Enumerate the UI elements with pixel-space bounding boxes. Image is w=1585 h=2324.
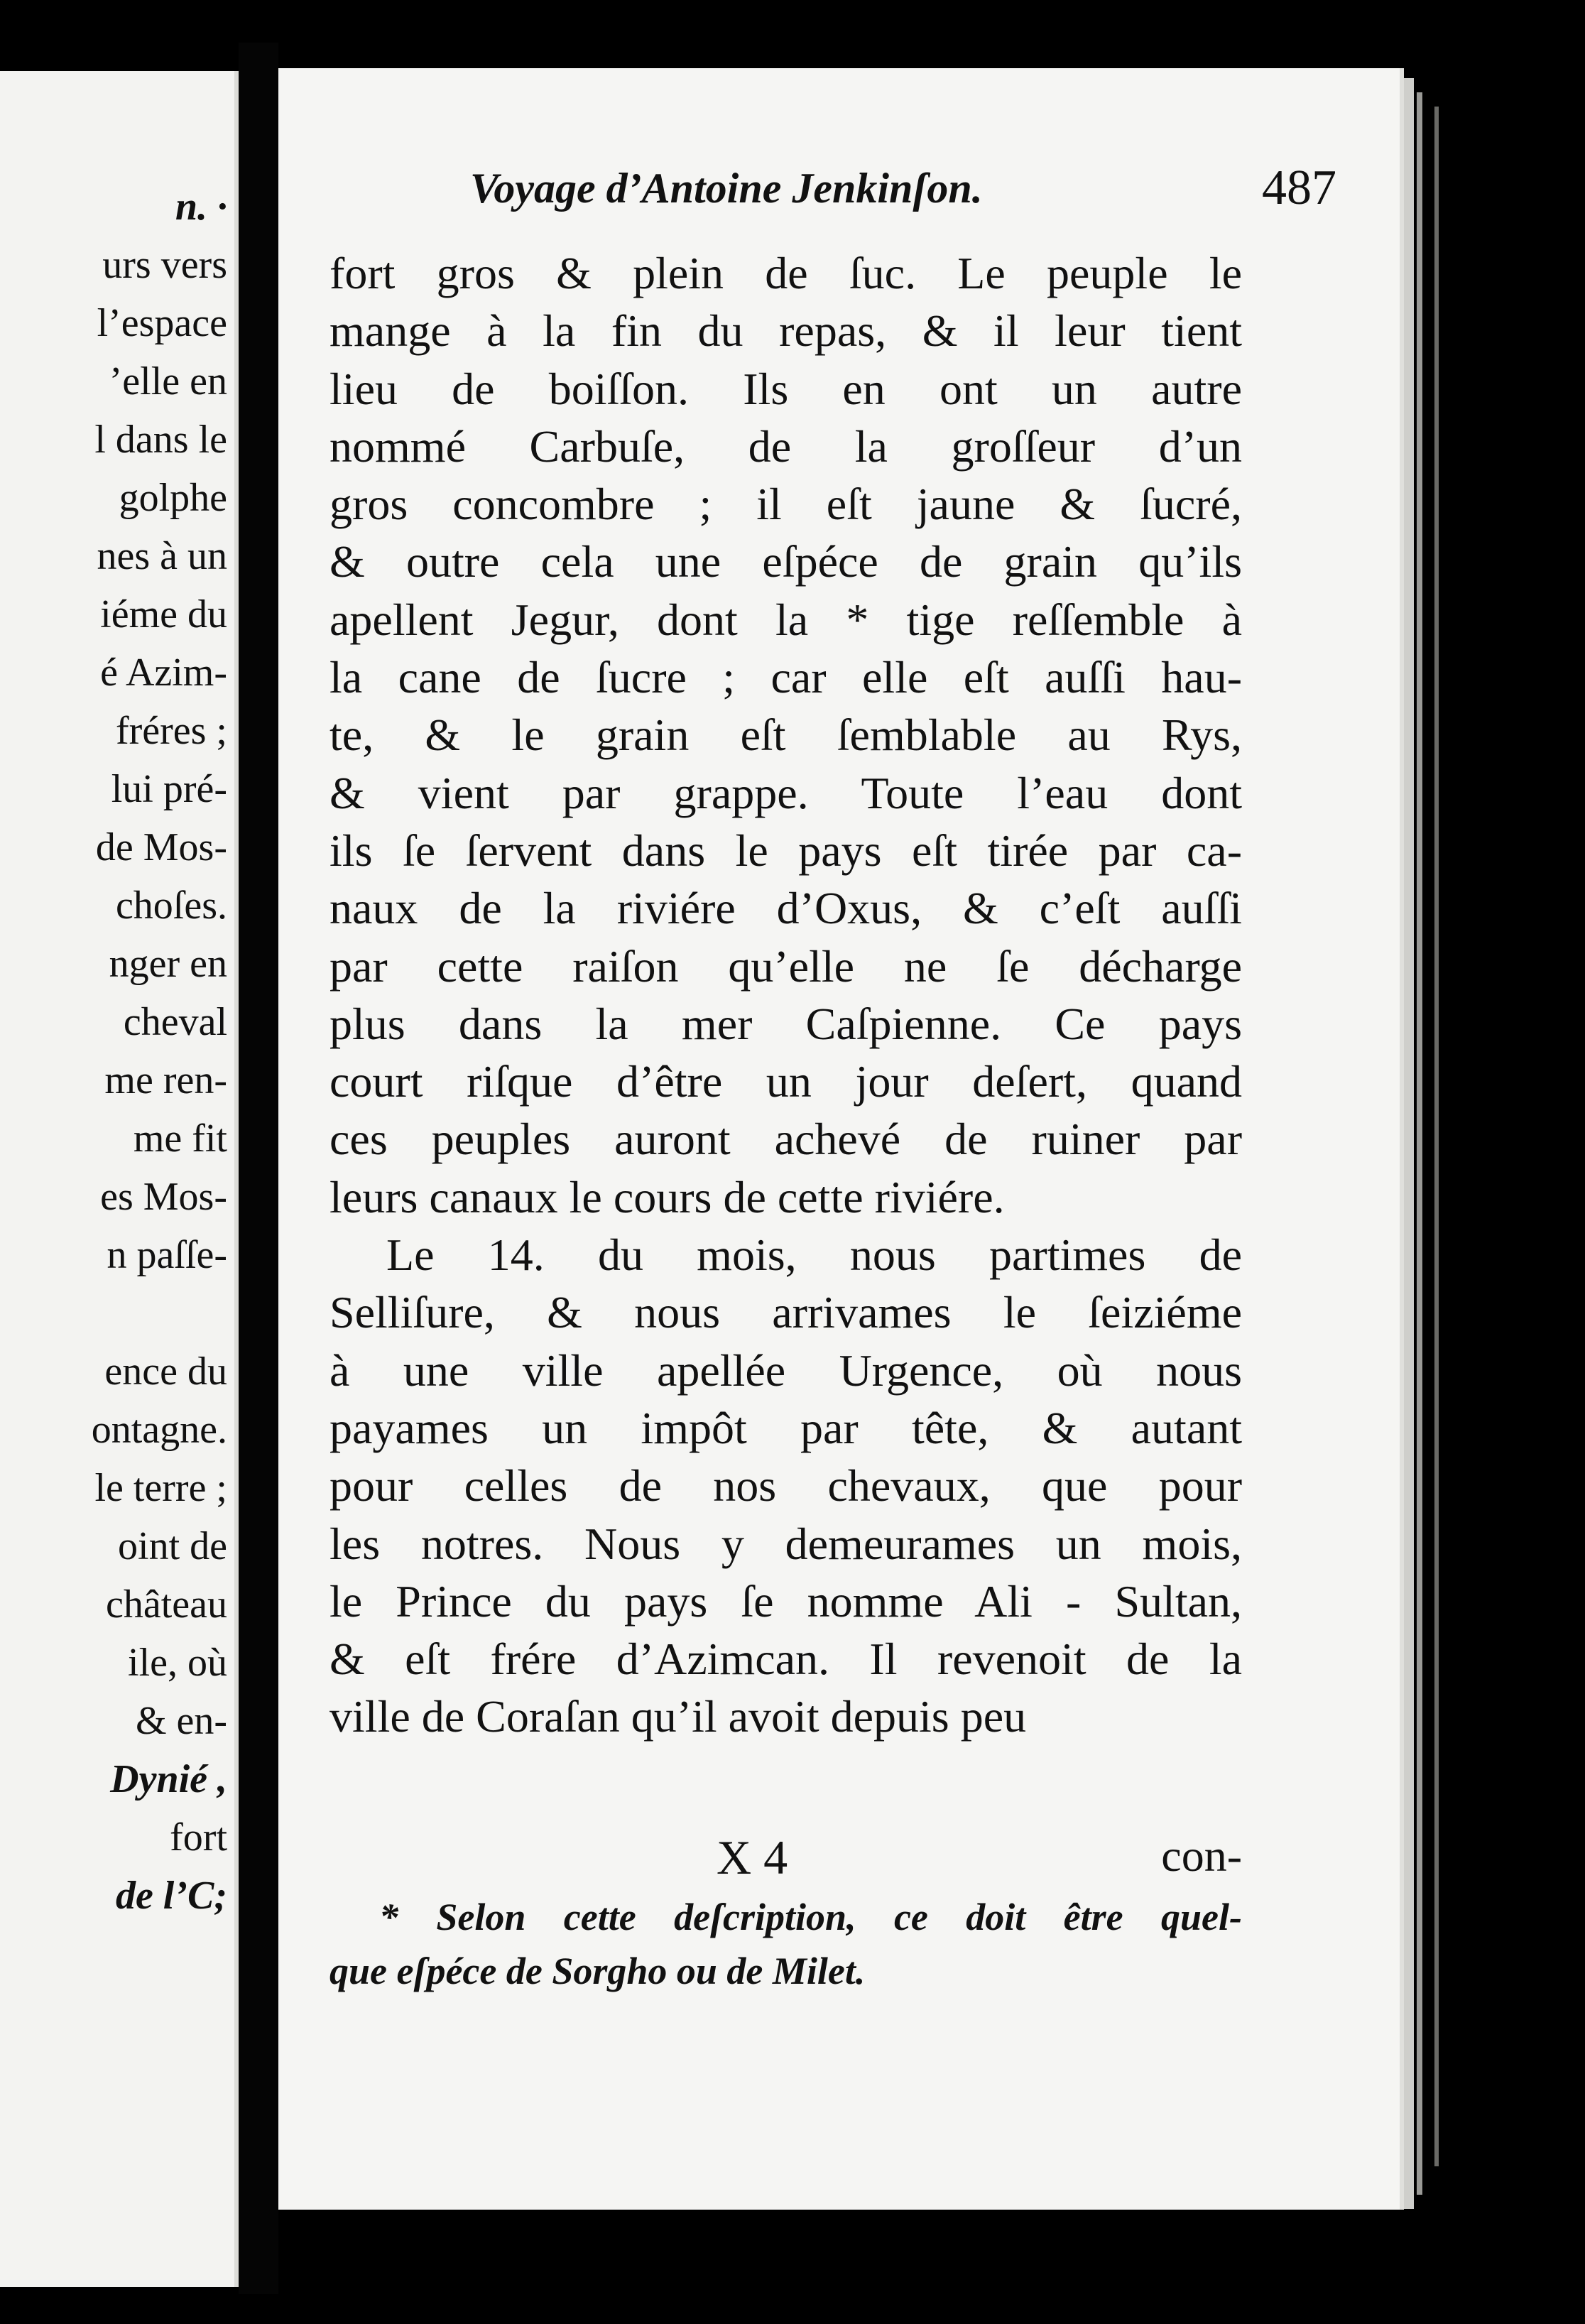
page-edge	[1404, 78, 1414, 2209]
text-line: ces peuples auront achevé de ruiner par	[329, 1114, 1242, 1165]
footnote-line: que eſpéce de Sorgho ou de Milet.	[329, 1950, 866, 1992]
facing-page-line: fréres ;	[115, 709, 227, 753]
text-line: ils ſe ſervent dans le pays eſt tirée par ca-	[329, 825, 1242, 876]
text-line: Le 14. du mois, nous partimes de	[386, 1229, 1242, 1281]
facing-page-line: ile, où	[128, 1641, 227, 1685]
facing-page-line: n paſſe-	[107, 1233, 227, 1277]
page-header	[470, 157, 1336, 228]
facing-page-line: n. ·	[175, 185, 227, 229]
text-line: ville de Coraſan qu’il avoit depuis peu	[329, 1691, 1027, 1742]
facing-page-line: iéme du	[100, 592, 227, 636]
facing-page-line: & en-	[135, 1699, 227, 1743]
facing-page-lines	[92, 178, 227, 1925]
facing-page-line: nes à un	[97, 534, 227, 578]
facing-page-line	[92, 1284, 227, 1342]
page-edge	[1434, 107, 1439, 2166]
text-line: mange à la fin du repas, & il leur tient	[329, 305, 1242, 357]
facing-page-line: oint de	[118, 1524, 227, 1568]
facing-page-line: é Azim-	[100, 651, 227, 695]
page-edge	[1417, 92, 1422, 2195]
facing-page-line: Dynié ,	[110, 1757, 227, 1801]
facing-page-line: ence du	[104, 1350, 227, 1394]
facing-page-line: me fit	[133, 1117, 227, 1161]
text-line: naux de la riviére d’Oxus, & c’eſt auſſi	[329, 883, 1242, 934]
facing-page-line: fort	[170, 1815, 227, 1859]
facing-page-line: es Mos-	[100, 1175, 227, 1219]
text-line: court riſque d’être un jour deſert, quand	[329, 1056, 1242, 1107]
text-line: leurs canaux le cours de cette riviére.	[329, 1171, 1005, 1222]
facing-page-line: me ren-	[104, 1058, 227, 1102]
facing-page-line: nger en	[109, 942, 227, 986]
facing-page-line: cheval	[123, 1000, 227, 1044]
facing-page-line: lui pré-	[111, 767, 227, 811]
facing-page-fragment	[0, 71, 234, 2287]
text-line: Selliſure, & nous arrivames le ſeiziéme	[329, 1287, 1242, 1338]
text-line: les notres. Nous y demeurames un mois,	[329, 1518, 1242, 1569]
book-gutter	[239, 43, 278, 2294]
text-line: te, & le grain eſt ſemblable au Rys,	[329, 710, 1242, 761]
running-head: Voyage d’Antoine Jenkinſon.	[470, 165, 983, 212]
footnote	[329, 1890, 1242, 1998]
text-line: & vient par grappe. Toute l’eau dont	[329, 767, 1242, 818]
text-line: & eſt frére d’Azimcan. Il revenoit de la	[329, 1634, 1242, 1685]
text-line: gros concombre ; il eſt jaune & ſucré,	[329, 479, 1242, 530]
text-line: apellent Jegur, dont la * tige reſſemble à	[329, 594, 1242, 645]
facing-page-line: ’elle en	[109, 359, 227, 403]
text-line: à une ville apellée Urgence, où nous	[329, 1345, 1242, 1396]
page-number: 487	[1262, 161, 1336, 215]
facing-page-line: château	[106, 1582, 227, 1627]
signature-row	[329, 1830, 1242, 1894]
text-line: par cette raiſon qu’elle ne ſe décharge	[329, 940, 1242, 992]
facing-page-line: choſes.	[115, 884, 227, 928]
facing-page-line: urs vers	[102, 243, 227, 287]
book-page	[278, 68, 1404, 2210]
text-line: plus dans la mer Caſpienne. Ce pays	[329, 998, 1242, 1049]
text-line: & outre cela une eſpéce de grain qu’ils	[329, 536, 1242, 587]
text-line: payames un impôt par tête, & autant	[329, 1402, 1242, 1453]
footnote-line: * Selon cette deſcription, ce doit être quel-	[379, 1896, 1242, 1938]
body-text	[329, 244, 1242, 1746]
text-line: le Prince du pays ſe nomme Ali - Sultan,	[329, 1575, 1242, 1627]
text-line: nommé Carbuſe, de la groſſeur d’un	[329, 420, 1242, 472]
facing-page-line: de l’C;	[115, 1874, 227, 1918]
text-line: fort gros & plein de ſuc. Le peuple le	[329, 248, 1242, 298]
text-line: la cane de ſucre ; car elle eſt auſſi hau-	[329, 652, 1242, 703]
facing-page-line: l dans le	[94, 418, 227, 462]
text-line: pour celles de nos chevaux, que pour	[329, 1460, 1242, 1511]
facing-page-line: le terre ;	[94, 1466, 227, 1510]
catchword: con-	[1161, 1830, 1242, 1881]
facing-page-line: ontagne.	[91, 1408, 227, 1452]
facing-page-line: golphe	[119, 476, 227, 520]
text-line: lieu de boiſſon. Ils en ont un autre	[329, 363, 1242, 414]
facing-page-line: l’espace	[97, 301, 227, 345]
facing-page-line: de Mos-	[95, 825, 227, 869]
signature-mark: X 4	[717, 1830, 788, 1884]
